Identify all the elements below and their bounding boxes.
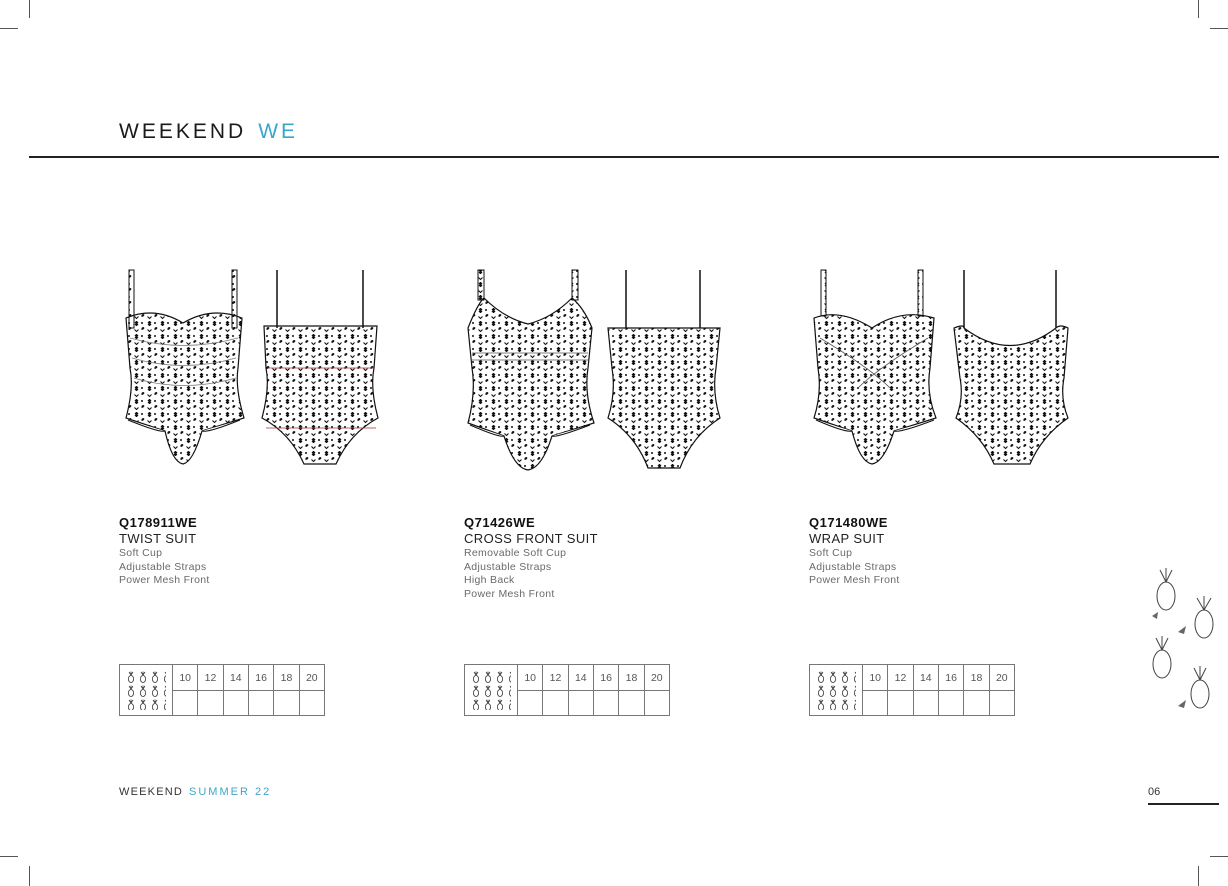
qty-cell[interactable] [249,691,273,715]
qty-cell[interactable] [518,691,542,715]
product-feature: Soft Cup [119,547,163,559]
wrap-suit-back-sketch [950,268,1075,468]
footer-brand-label: WEEKEND [119,786,184,798]
qty-cell[interactable] [224,691,248,715]
size-label: 12 [543,665,567,691]
qty-cell[interactable] [300,691,324,715]
brand-label: WEEKEND [119,120,247,143]
footer-season: SUMMER 22 [189,786,272,798]
page-number: 06 [1148,786,1161,798]
crop-mark [0,856,18,857]
crop-mark [29,0,30,18]
product-feature: Power Mesh Front [119,574,210,586]
cross-front-suit-front-sketch [464,268,599,473]
product-feature: Adjustable Straps [464,560,552,573]
size-order-grid [809,664,1015,716]
collection-code: WE [258,120,299,143]
crop-mark [1210,856,1228,857]
size-label: 16 [249,665,273,691]
product-feature: Power Mesh Front [809,574,900,586]
crop-mark [0,28,18,29]
pineapple-swatch-icon [810,665,863,715]
qty-cell[interactable] [619,691,643,715]
product-info [464,515,784,601]
product-info [809,515,1129,588]
qty-cell[interactable] [569,691,593,715]
size-label: 18 [619,665,643,691]
product-name: CROSS FRONT SUIT [464,531,599,546]
product-name: TWIST SUIT [119,531,197,546]
qty-cell[interactable] [543,691,567,715]
pineapple-print-swatch [1148,566,1220,718]
page-title [119,120,298,144]
size-label: 12 [888,665,912,691]
product-feature: Soft Cup [809,547,853,559]
product-name: WRAP SUIT [809,531,885,546]
footer-brand [119,786,271,798]
size-label: 14 [914,665,938,691]
qty-cell[interactable] [888,691,912,715]
crop-mark [1210,28,1228,29]
size-label: 18 [274,665,298,691]
size-label: 12 [198,665,222,691]
product-code: Q171480WE [809,515,888,530]
size-label: 16 [594,665,618,691]
size-label: 20 [990,665,1014,691]
product-feature: Removable Soft Cup [464,547,567,559]
qty-cell[interactable] [863,691,887,715]
header-divider [29,156,1219,158]
page-number-underline [1148,803,1219,805]
product-feature: Power Mesh Front [464,587,555,600]
size-label: 10 [863,665,887,691]
product-info [119,515,439,588]
qty-cell[interactable] [274,691,298,715]
qty-cell[interactable] [939,691,963,715]
qty-cell[interactable] [645,691,669,715]
qty-cell[interactable] [964,691,988,715]
size-label: 20 [645,665,669,691]
size-label: 10 [173,665,197,691]
twist-suit-back-sketch [258,268,383,468]
crop-mark [29,866,30,886]
size-label: 14 [569,665,593,691]
cross-front-suit-back-sketch [604,268,724,473]
wrap-suit-front-sketch [810,268,940,468]
qty-cell[interactable] [198,691,222,715]
product-code: Q71426WE [464,515,536,530]
product-feature: High Back [464,574,515,586]
product-feature: Adjustable Straps [809,560,897,573]
product-code: Q178911WE [119,515,198,530]
pineapple-swatch-icon [120,665,173,715]
size-label: 18 [964,665,988,691]
twist-suit-front-sketch [120,268,250,468]
pineapple-swatch-icon [465,665,518,715]
qty-cell[interactable] [914,691,938,715]
crop-mark [1198,866,1199,886]
size-label: 10 [518,665,542,691]
size-label: 14 [224,665,248,691]
crop-mark [1198,0,1199,18]
size-label: 20 [300,665,324,691]
size-order-grid [464,664,670,716]
product-feature: Adjustable Straps [119,560,207,573]
size-label: 16 [939,665,963,691]
size-order-grid [119,664,325,716]
qty-cell[interactable] [990,691,1014,715]
qty-cell[interactable] [594,691,618,715]
qty-cell[interactable] [173,691,197,715]
